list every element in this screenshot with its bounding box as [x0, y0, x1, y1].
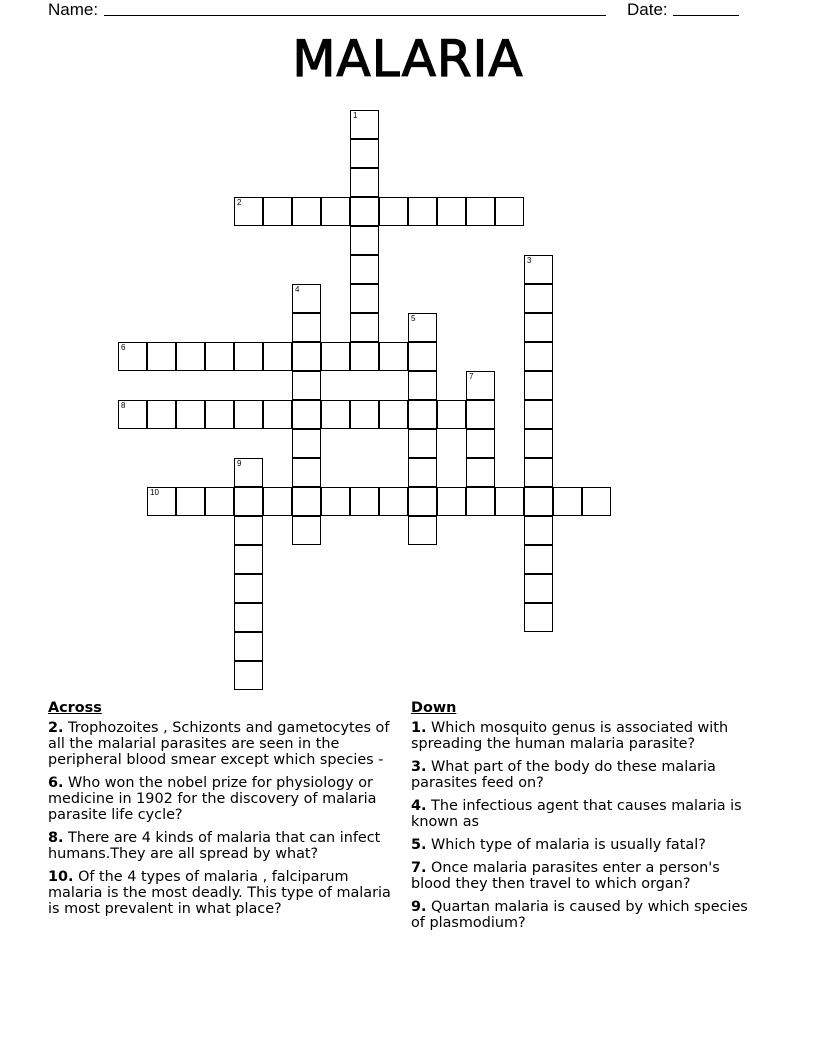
crossword-cell[interactable]: [524, 603, 553, 632]
crossword-cell[interactable]: [379, 197, 408, 226]
crossword-cell[interactable]: [292, 516, 321, 545]
crossword-cell[interactable]: [524, 458, 553, 487]
crossword-cell[interactable]: [524, 429, 553, 458]
crossword-cell[interactable]: [408, 371, 437, 400]
crossword-cell[interactable]: [350, 197, 379, 226]
across-clue-10: 10. Of the 4 types of malaria , falciparum malaria is the most deadly. This type of malaria is most prevalent in what place?: [48, 869, 391, 917]
crossword-cell[interactable]: [350, 342, 379, 371]
crossword-cell[interactable]: [524, 516, 553, 545]
crossword-cell[interactable]: [437, 400, 466, 429]
crossword-cell[interactable]: [234, 632, 263, 661]
puzzle-title: MALARIA: [292, 30, 524, 88]
crossword-cell[interactable]: [437, 487, 466, 516]
crossword-cell[interactable]: [118, 400, 147, 429]
crossword-cell[interactable]: [292, 487, 321, 516]
crossword-cell[interactable]: [437, 197, 466, 226]
crossword-cell[interactable]: [321, 400, 350, 429]
crossword-cell[interactable]: [234, 545, 263, 574]
crossword-cell[interactable]: [524, 342, 553, 371]
across-heading: Across: [48, 700, 102, 716]
crossword-cell[interactable]: [466, 429, 495, 458]
crossword-cell[interactable]: [292, 458, 321, 487]
crossword-cell[interactable]: [524, 545, 553, 574]
crossword-cell[interactable]: [292, 371, 321, 400]
across-clue-8: 8. There are 4 kinds of malaria that can infect humans.They are all spread by what?: [48, 830, 381, 862]
crossword-cell[interactable]: [408, 458, 437, 487]
crossword-cell[interactable]: [234, 342, 263, 371]
crossword-cell[interactable]: [582, 487, 611, 516]
crossword-cell[interactable]: [350, 400, 379, 429]
crossword-cell[interactable]: [147, 400, 176, 429]
clue-number: 2: [237, 198, 242, 207]
crossword-cell[interactable]: [292, 197, 321, 226]
crossword-cell[interactable]: [466, 197, 495, 226]
down-clue-7: 7. Once malaria parasites enter a person's blood they then travel to which organ?: [411, 860, 720, 892]
clue-number: 4: [295, 285, 300, 294]
clue-number: 9: [237, 459, 242, 468]
down-heading: Down: [411, 700, 457, 716]
crossword-cell[interactable]: [263, 197, 292, 226]
crossword-cell[interactable]: [292, 342, 321, 371]
crossword-cell[interactable]: [408, 429, 437, 458]
clue-number: 10: [150, 488, 159, 497]
crossword-cell[interactable]: [234, 574, 263, 603]
crossword-cell[interactable]: [292, 284, 321, 313]
crossword-cell[interactable]: [350, 139, 379, 168]
crossword-cell[interactable]: [553, 487, 582, 516]
crossword-cell[interactable]: [234, 458, 263, 487]
crossword-cell[interactable]: [524, 487, 553, 516]
crossword-cell[interactable]: [466, 487, 495, 516]
crossword-cell[interactable]: [176, 487, 205, 516]
crossword-cell[interactable]: [408, 487, 437, 516]
crossword-cell[interactable]: [524, 313, 553, 342]
crossword-cell[interactable]: [176, 342, 205, 371]
crossword-cell[interactable]: [147, 342, 176, 371]
crossword-cell[interactable]: [234, 661, 263, 690]
crossword-cell[interactable]: [379, 400, 408, 429]
crossword-cell[interactable]: [379, 342, 408, 371]
clue-number: 8: [121, 401, 126, 410]
crossword-cell[interactable]: [292, 400, 321, 429]
crossword-cell[interactable]: [466, 371, 495, 400]
down-clue-4: 4. The infectious agent that causes malaria is known as: [411, 798, 742, 830]
clue-number: 7: [469, 372, 474, 381]
crossword-cell[interactable]: [524, 371, 553, 400]
crossword-cell[interactable]: [408, 313, 437, 342]
crossword-cell[interactable]: [524, 574, 553, 603]
crossword-cell[interactable]: [408, 516, 437, 545]
crossword-cell[interactable]: [205, 342, 234, 371]
crossword-cell[interactable]: [234, 603, 263, 632]
crossword-cell[interactable]: [350, 487, 379, 516]
crossword-cell[interactable]: [205, 487, 234, 516]
crossword-cell[interactable]: [205, 400, 234, 429]
crossword-cell[interactable]: [321, 197, 350, 226]
down-clue-9: 9. Quartan malaria is caused by which species of plasmodium?: [411, 899, 748, 931]
crossword-cell[interactable]: [524, 255, 553, 284]
crossword-cell[interactable]: [408, 400, 437, 429]
crossword-cell[interactable]: [379, 487, 408, 516]
name-label: Name:: [48, 0, 99, 19]
down-clues: [411, 700, 761, 938]
crossword-cell[interactable]: [321, 342, 350, 371]
crossword-cell[interactable]: [263, 487, 292, 516]
crossword-cell[interactable]: [234, 197, 263, 226]
crossword-cell[interactable]: [495, 197, 524, 226]
clue-number: 5: [411, 314, 416, 323]
down-clue-5: 5. Which type of malaria is usually fatal?: [411, 837, 706, 853]
across-clue-6: 6. Who won the nobel prize for physiology or medicine in 1902 for the discovery of malaria parasite life cycle?: [48, 775, 377, 823]
crossword-cell[interactable]: [350, 226, 379, 255]
crossword-cell[interactable]: [466, 458, 495, 487]
across-clue-2: 2. Trophozoites , Schizonts and gametocytes of all the malarial parasites are seen in the peripheral blood smear except which species -: [48, 720, 390, 768]
crossword-cell[interactable]: [350, 313, 379, 342]
clue-number: 6: [121, 343, 126, 352]
crossword-cell[interactable]: [524, 284, 553, 313]
crossword-cell[interactable]: [350, 284, 379, 313]
crossword-cell[interactable]: [263, 342, 292, 371]
crossword-cell[interactable]: [466, 400, 495, 429]
down-clue-3: 3. What part of the body do these malaria parasites feed on?: [411, 759, 716, 791]
crossword-cell[interactable]: [292, 313, 321, 342]
crossword-cell[interactable]: [234, 400, 263, 429]
crossword-cell[interactable]: [234, 516, 263, 545]
crossword-cell[interactable]: [234, 487, 263, 516]
crossword-cell[interactable]: [118, 342, 147, 371]
date-label: Date:: [627, 0, 668, 19]
clue-number: 3: [527, 256, 532, 265]
crossword-cell[interactable]: [350, 255, 379, 284]
crossword-cell[interactable]: [408, 342, 437, 371]
crossword-cell[interactable]: [263, 400, 292, 429]
crossword-cell[interactable]: [321, 487, 350, 516]
crossword-cell[interactable]: [292, 429, 321, 458]
crossword-cell[interactable]: [495, 487, 524, 516]
crossword-cell[interactable]: [408, 197, 437, 226]
across-clues: [48, 700, 398, 924]
crossword-cell[interactable]: [350, 168, 379, 197]
crossword-cell[interactable]: [524, 400, 553, 429]
down-clue-1: 1. Which mosquito genus is associated with spreading the human malaria parasite?: [411, 720, 729, 752]
crossword-cell[interactable]: [176, 400, 205, 429]
clue-number: 1: [353, 111, 358, 120]
crossword-cell[interactable]: [147, 487, 176, 516]
crossword-cell[interactable]: [350, 110, 379, 139]
